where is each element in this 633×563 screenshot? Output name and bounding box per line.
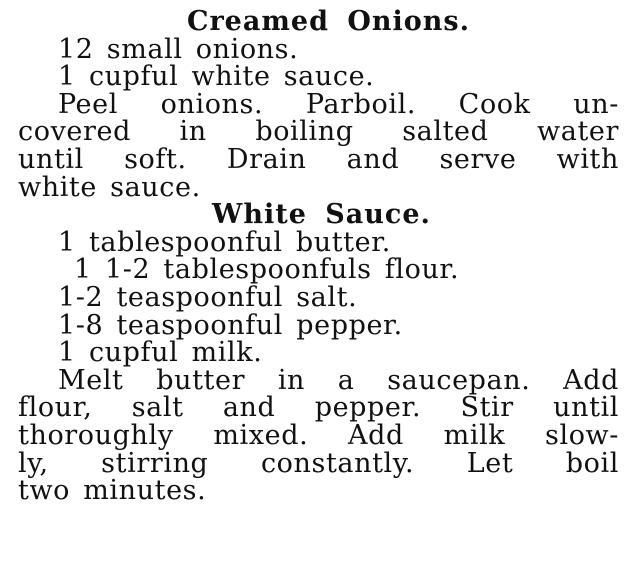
instruction-line: flour, salt and pepper. Stir until — [18, 392, 619, 424]
instruction-line: covered in boiling salted water — [18, 116, 619, 148]
instruction-line: white sauce. — [18, 171, 201, 203]
instruction-line: Peel onions. Parboil. Cook un- — [58, 88, 619, 120]
ingredient-line: 12 small onions. — [58, 33, 299, 65]
recipe-creamed-onions — [18, 8, 619, 201]
instructions-paragraph — [18, 88, 619, 203]
ingredient-line: 1-8 teaspoonful pepper. — [58, 309, 403, 341]
ingredient-list — [18, 226, 619, 369]
ingredient-line: 1-2 teaspoonful salt. — [58, 281, 358, 313]
instruction-line: until soft. Drain and serve with — [18, 143, 619, 175]
ingredient-line: 1 1-2 tablespoonfuls flour. — [74, 254, 460, 286]
instruction-line: two minutes. — [18, 475, 207, 507]
ingredient-line: 1 cupful white sauce. — [58, 61, 375, 93]
ingredient-line: 1 tablespoonful butter. — [58, 226, 391, 258]
recipe-title: Creamed Onions. — [186, 6, 471, 37]
instruction-line: ly, stirring constantly. Let boil — [18, 447, 619, 479]
recipe-white-sauce — [18, 201, 619, 505]
instruction-line: Melt butter in a saucepan. Add — [58, 364, 619, 396]
recipe-title: White Sauce. — [212, 199, 431, 231]
instructions-paragraph — [18, 364, 619, 507]
instruction-line: thoroughly mixed. Add milk slow- — [18, 419, 619, 451]
ingredient-line: 1 cupful milk. — [58, 337, 263, 369]
ingredient-list — [18, 33, 619, 93]
